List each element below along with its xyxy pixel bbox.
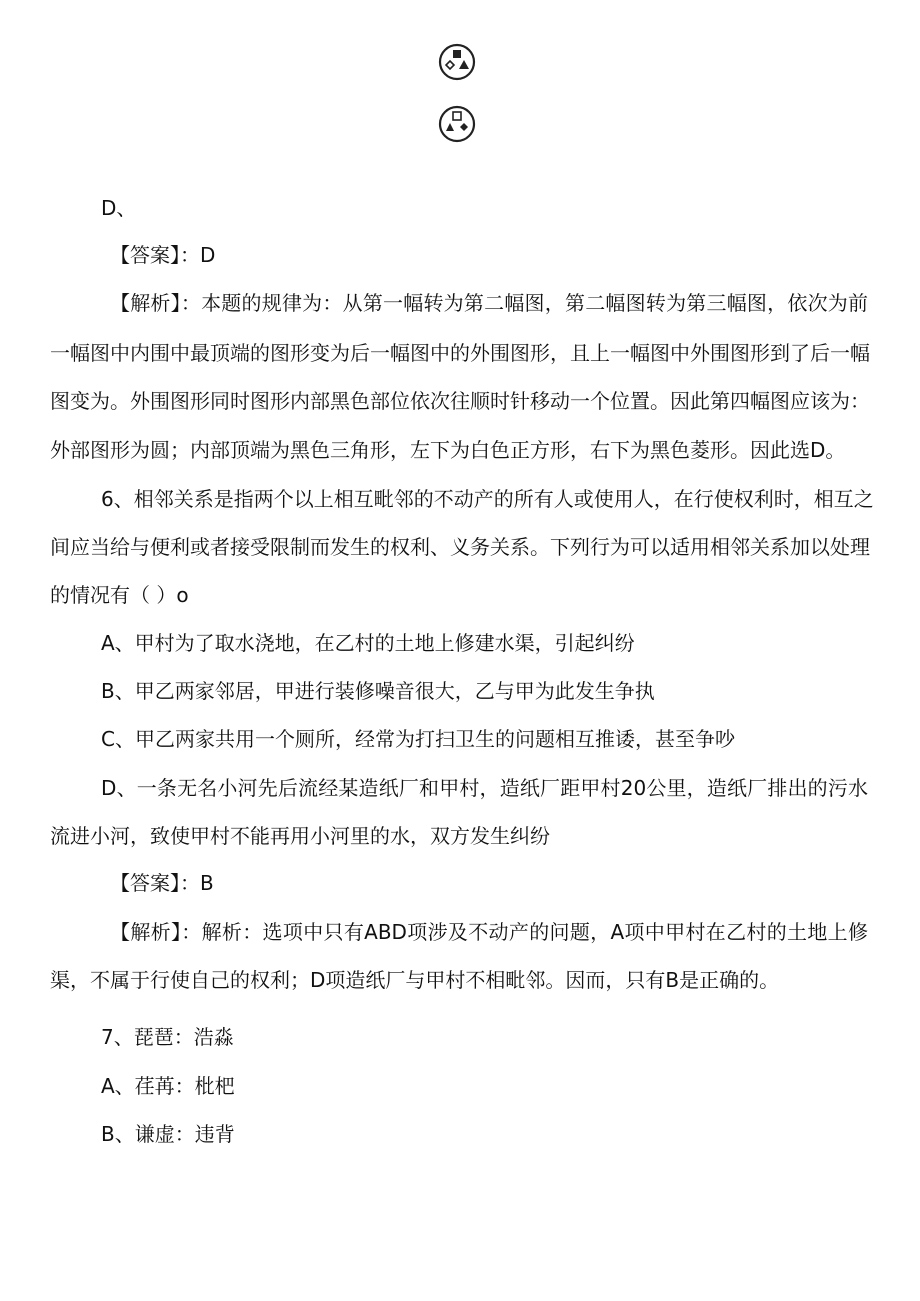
q6-stem-line-2: 间应当给与便利或者接受限制而发生的权利、义务关系。下列行为可以适用相邻关系加以处理 bbox=[50, 535, 870, 559]
q5-answer bbox=[110, 240, 215, 270]
q7-stem: 7、琵琶：浩淼 bbox=[101, 1025, 234, 1049]
q6-option-b: B、甲乙两家邻居，甲进行装修噪音很大，乙与甲为此发生争执 bbox=[101, 679, 655, 703]
q5-option-d: D、 bbox=[101, 196, 137, 220]
q6-stem-line-3: 的情况有（ ）o bbox=[50, 583, 189, 607]
analysis-label: 【解析】 bbox=[110, 920, 182, 944]
answer-value: ：D bbox=[180, 243, 216, 267]
figure-option-c bbox=[437, 42, 477, 82]
answer-label: 【答案】 bbox=[110, 871, 180, 895]
answer-label: 【答案】 bbox=[110, 243, 180, 267]
q5-analysis-line-3: 图变为。外围图形同时图形内部黑色部位依次往顺时针移动一个位置。因此第四幅图应该为： bbox=[50, 389, 870, 413]
analysis-label: 【解析】 bbox=[110, 291, 181, 315]
q6-option-d-line-2: 流进小河，致使甲村不能再用小河里的水，双方发生纠纷 bbox=[50, 824, 550, 848]
q6-analysis-line-1: 【解析】：解析：选项中只有ABD项涉及不动产的问题，A项中甲村在乙村的土地上修 bbox=[110, 920, 869, 944]
answer-value: ：B bbox=[180, 871, 214, 895]
q5-analysis-line-2: 一幅图中内围中最顶端的图形变为后一幅图中的外围图形，且上一幅图中外围图形到了后一幅 bbox=[50, 341, 870, 365]
q5-analysis-line-4: 外部图形为圆；内部顶端为黑色三角形，左下为白色正方形，右下为黑色菱形。因此选D。 bbox=[50, 438, 846, 462]
figure-option-d bbox=[437, 104, 477, 144]
q7-option-b: B、谦虚：违背 bbox=[101, 1122, 235, 1146]
q6-option-a: A、甲村为了取水浇地，在乙村的土地上修建水渠，引起纠纷 bbox=[101, 631, 635, 655]
q6-option-c: C、甲乙两家共用一个厕所，经常为打扫卫生的问题相互推诿，甚至争吵 bbox=[101, 727, 735, 751]
q5-analysis-line-1: 【解析】：本题的规律为：从第一幅转为第二幅图，第二幅图转为第三幅图，依次为前 bbox=[110, 291, 869, 315]
q6-answer bbox=[110, 868, 214, 898]
circle-square-diamond-triangle-icon bbox=[437, 42, 477, 82]
q6-stem-line-1: 6、相邻关系是指两个以上相互毗邻的不动产的所有人或使用人，在行使权利时，相互之 bbox=[101, 487, 874, 511]
q7-option-a: A、荏苒：枇杷 bbox=[101, 1074, 235, 1098]
q6-analysis-line-2: 渠，不属于行使自己的权利；D项造纸厂与甲村不相毗邻。因而，只有B是正确的。 bbox=[50, 968, 780, 992]
q6-option-d-line-1: D、一条无名小河先后流经某造纸厂和甲村，造纸厂距甲村20公里，造纸厂排出的污水 bbox=[101, 776, 868, 800]
circle-square-triangles-icon bbox=[437, 104, 477, 144]
